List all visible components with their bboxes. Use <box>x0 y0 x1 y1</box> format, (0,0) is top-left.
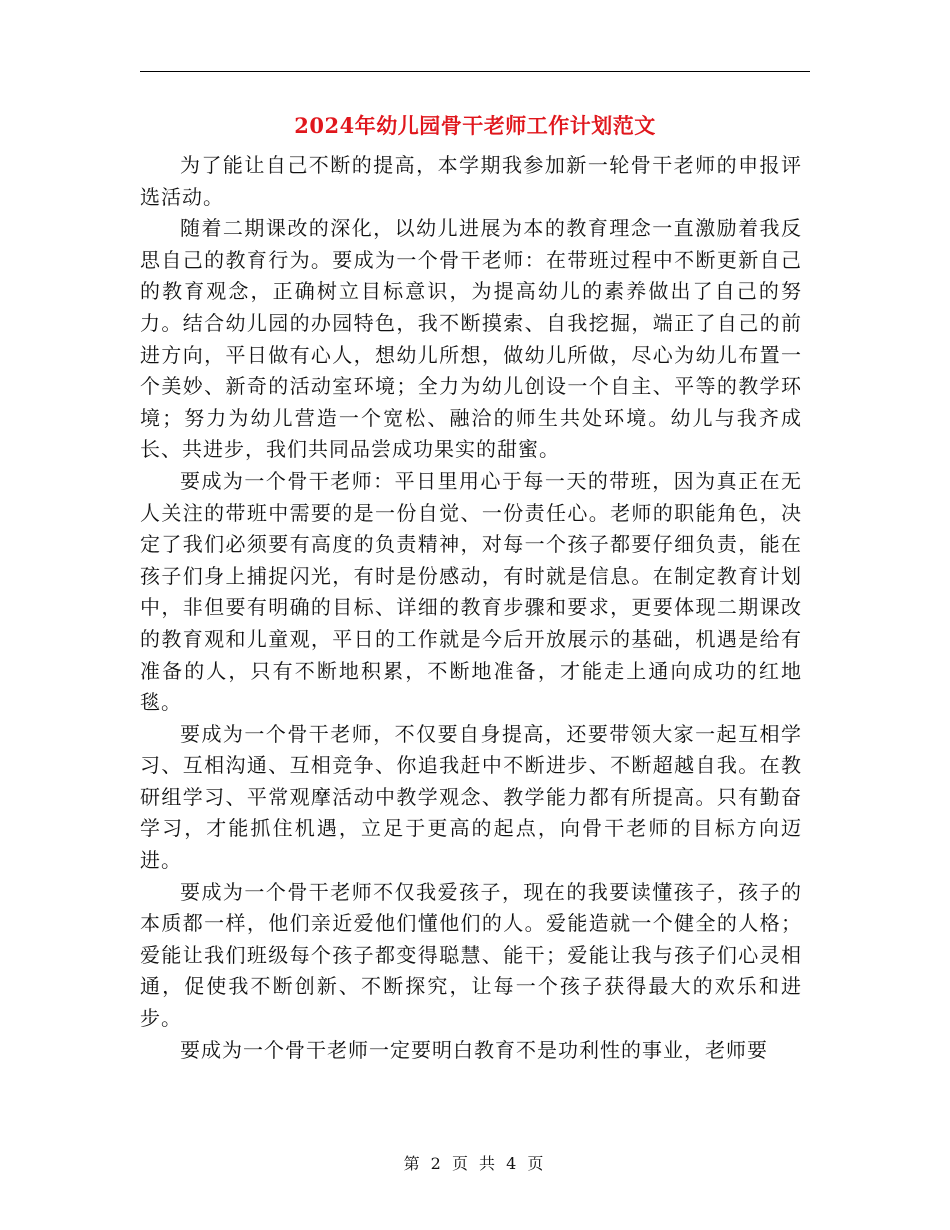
paragraph: 要成为一个骨干老师：平日里用心于每一天的带班，因为真正在无人关注的带班中需要的是一份自觉、一份责任心。老师的职能角色，决定了我们必须要有高度的负责精神，对每一个孩子都要仔细负责，能在孩子们身上捕捉闪光，有时是份感动，有时就是信息。在制定教育计划中，非但要有明确的目标、详细的教育步骤和要求，更要体现二期课改的教育观和儿童观，平日的工作就是今后开放展示的基础，机遇是给有准备的人，只有不断地积累，不断地准备，才能走上通向成功的红地毯。 <box>140 468 802 715</box>
page-number-footer: 第 2 页 共 4 页 <box>403 1154 547 1173</box>
document-title: 2024年幼儿园骨干老师工作计划范文 <box>294 113 656 138</box>
paragraph: 要成为一个骨干老师不仅我爱孩子，现在的我要读懂孩子，孩子的本质都一样，他们亲近爱他们懂他们的人。爱能造就一个健全的人格；爱能让我们班级每个孩子都变得聪慧、能干；爱能让我与孩子们心灵相通，促使我不断创新、不断探究，让每一个孩子获得最大的欢乐和进步。 <box>140 879 802 1031</box>
paragraph: 要成为一个骨干老师一定要明白教育不是功利性的事业，老师要 <box>180 1037 768 1062</box>
paragraph: 随着二期课改的深化，以幼儿进展为本的教育理念一直激励着我反思自己的教育行为。要成为一个骨干老师：在带班过程中不断更新自己的教育观念，正确树立目标意识，为提高幼儿的素养做出了自己的努力。结合幼儿园的办园特色，我不断摸索、自我挖掘，端正了自己的前进方向，平日做有心人，想幼儿所想，做幼儿所做，尽心为幼儿布置一个美妙、新奇的活动室环境；全力为幼儿创设一个自主、平等的教学环境；努力为幼儿营造一个宽松、融洽的师生共处环境。幼儿与我齐成长、共进步，我们共同品尝成功果实的甜蜜。 <box>140 216 802 462</box>
paragraph: 为了能让自己不断的提高，本学期我参加新一轮骨干老师的申报评选活动。 <box>140 153 802 209</box>
paragraph: 要成为一个骨干老师，不仅要自身提高，还要带领大家一起互相学习、互相沟通、互相竞争、你追我赶中不断进步、不断超越自我。在教研组学习、平常观摩活动中教学观念、教学能力都有所提高。只有勤奋学习，才能抓住机遇，立足于更高的起点，向骨干老师的目标方向迈进。 <box>140 721 802 873</box>
header-rule <box>140 71 810 72</box>
document-body <box>140 150 802 1066</box>
